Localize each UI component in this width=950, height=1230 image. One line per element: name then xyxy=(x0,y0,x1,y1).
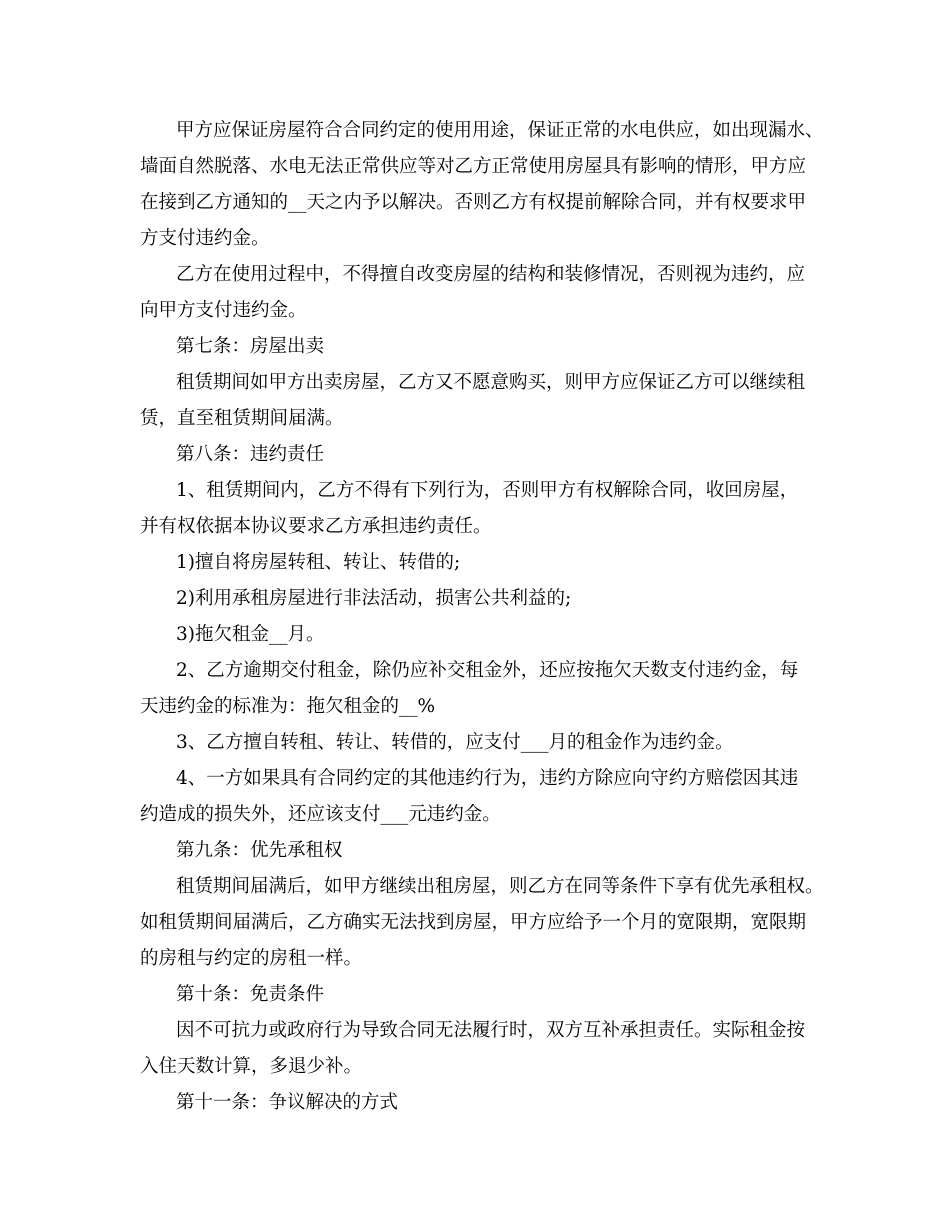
paragraph-line: 的房租与约定的房租一样。 xyxy=(140,948,363,969)
paragraph-line: 入住天数计算，多退少补。 xyxy=(140,1056,363,1077)
paragraph-line: 租赁期间如甲方出卖房屋，乙方又不愿意购买，则甲方应保证乙方可以继续租 xyxy=(176,372,806,393)
paragraph-line: 如租赁期间届满后，乙方确实无法找到房屋，甲方应给予一个月的宽限期，宽限期 xyxy=(140,912,807,933)
paragraph-line: 在接到乙方通知的__天之内予以解决。否则乙方有权提前解除合同，并有权要求甲 xyxy=(140,192,807,213)
paragraph-line: 甲方应保证房屋符合合同约定的使用用途，保证正常的水电供应，如出现漏水、 xyxy=(176,120,824,141)
section-heading: 第八条：违约责任 xyxy=(176,444,325,465)
paragraph-line: 3、乙方擅自转租、转让、转借的，应支付___月的租金作为违约金。 xyxy=(176,732,734,753)
paragraph-line: 墙面自然脱落、水电无法正常供应等对乙方正常使用房屋具有影响的情形，甲方应 xyxy=(140,156,807,177)
section-heading: 第七条：房屋出卖 xyxy=(176,336,325,357)
list-item: 3)拖欠租金__月。 xyxy=(176,624,325,645)
paragraph-line: 约造成的损失外，还应该支付___元违约金。 xyxy=(140,804,501,825)
paragraph-line: 赁，直至租赁期间届满。 xyxy=(140,408,344,429)
paragraph-line: 乙方在使用过程中，不得擅自改变房屋的结构和装修情况，否则视为违约，应 xyxy=(176,264,806,285)
paragraph-line: 1、租赁期间内，乙方不得有下列行为，否则甲方有权解除合同，收回房屋， xyxy=(176,480,799,501)
paragraph-line: 4、一方如果具有合同约定的其他违约行为，违约方除应向守约方赔偿因其违 xyxy=(176,768,799,789)
paragraph-line: 并有权依据本协议要求乙方承担违约责任。 xyxy=(140,516,492,537)
section-heading: 第十条：免责条件 xyxy=(176,984,325,1005)
list-item: 2)利用承租房屋进行非法活动，损害公共利益的; xyxy=(176,588,572,609)
section-heading: 第十一条：争议解决的方式 xyxy=(176,1092,399,1113)
paragraph-line: 方支付违约金。 xyxy=(140,228,270,249)
paragraph-line: 向甲方支付违约金。 xyxy=(140,300,307,321)
paragraph-line: 天违约金的标准为：拖欠租金的__% xyxy=(140,696,436,717)
list-item: 1)擅自将房屋转租、转让、转借的; xyxy=(176,552,461,573)
paragraph-line: 租赁期间届满后，如甲方继续出租房屋，则乙方在同等条件下享有优先承租权。 xyxy=(176,876,824,897)
section-heading: 第九条：优先承租权 xyxy=(176,840,343,861)
paragraph-line: 因不可抗力或政府行为导致合同无法履行时，双方互补承担责任。实际租金按 xyxy=(176,1020,806,1041)
paragraph-line: 2、乙方逾期交付租金，除仍应补交租金外，还应按拖欠天数支付违约金，每 xyxy=(176,660,799,681)
